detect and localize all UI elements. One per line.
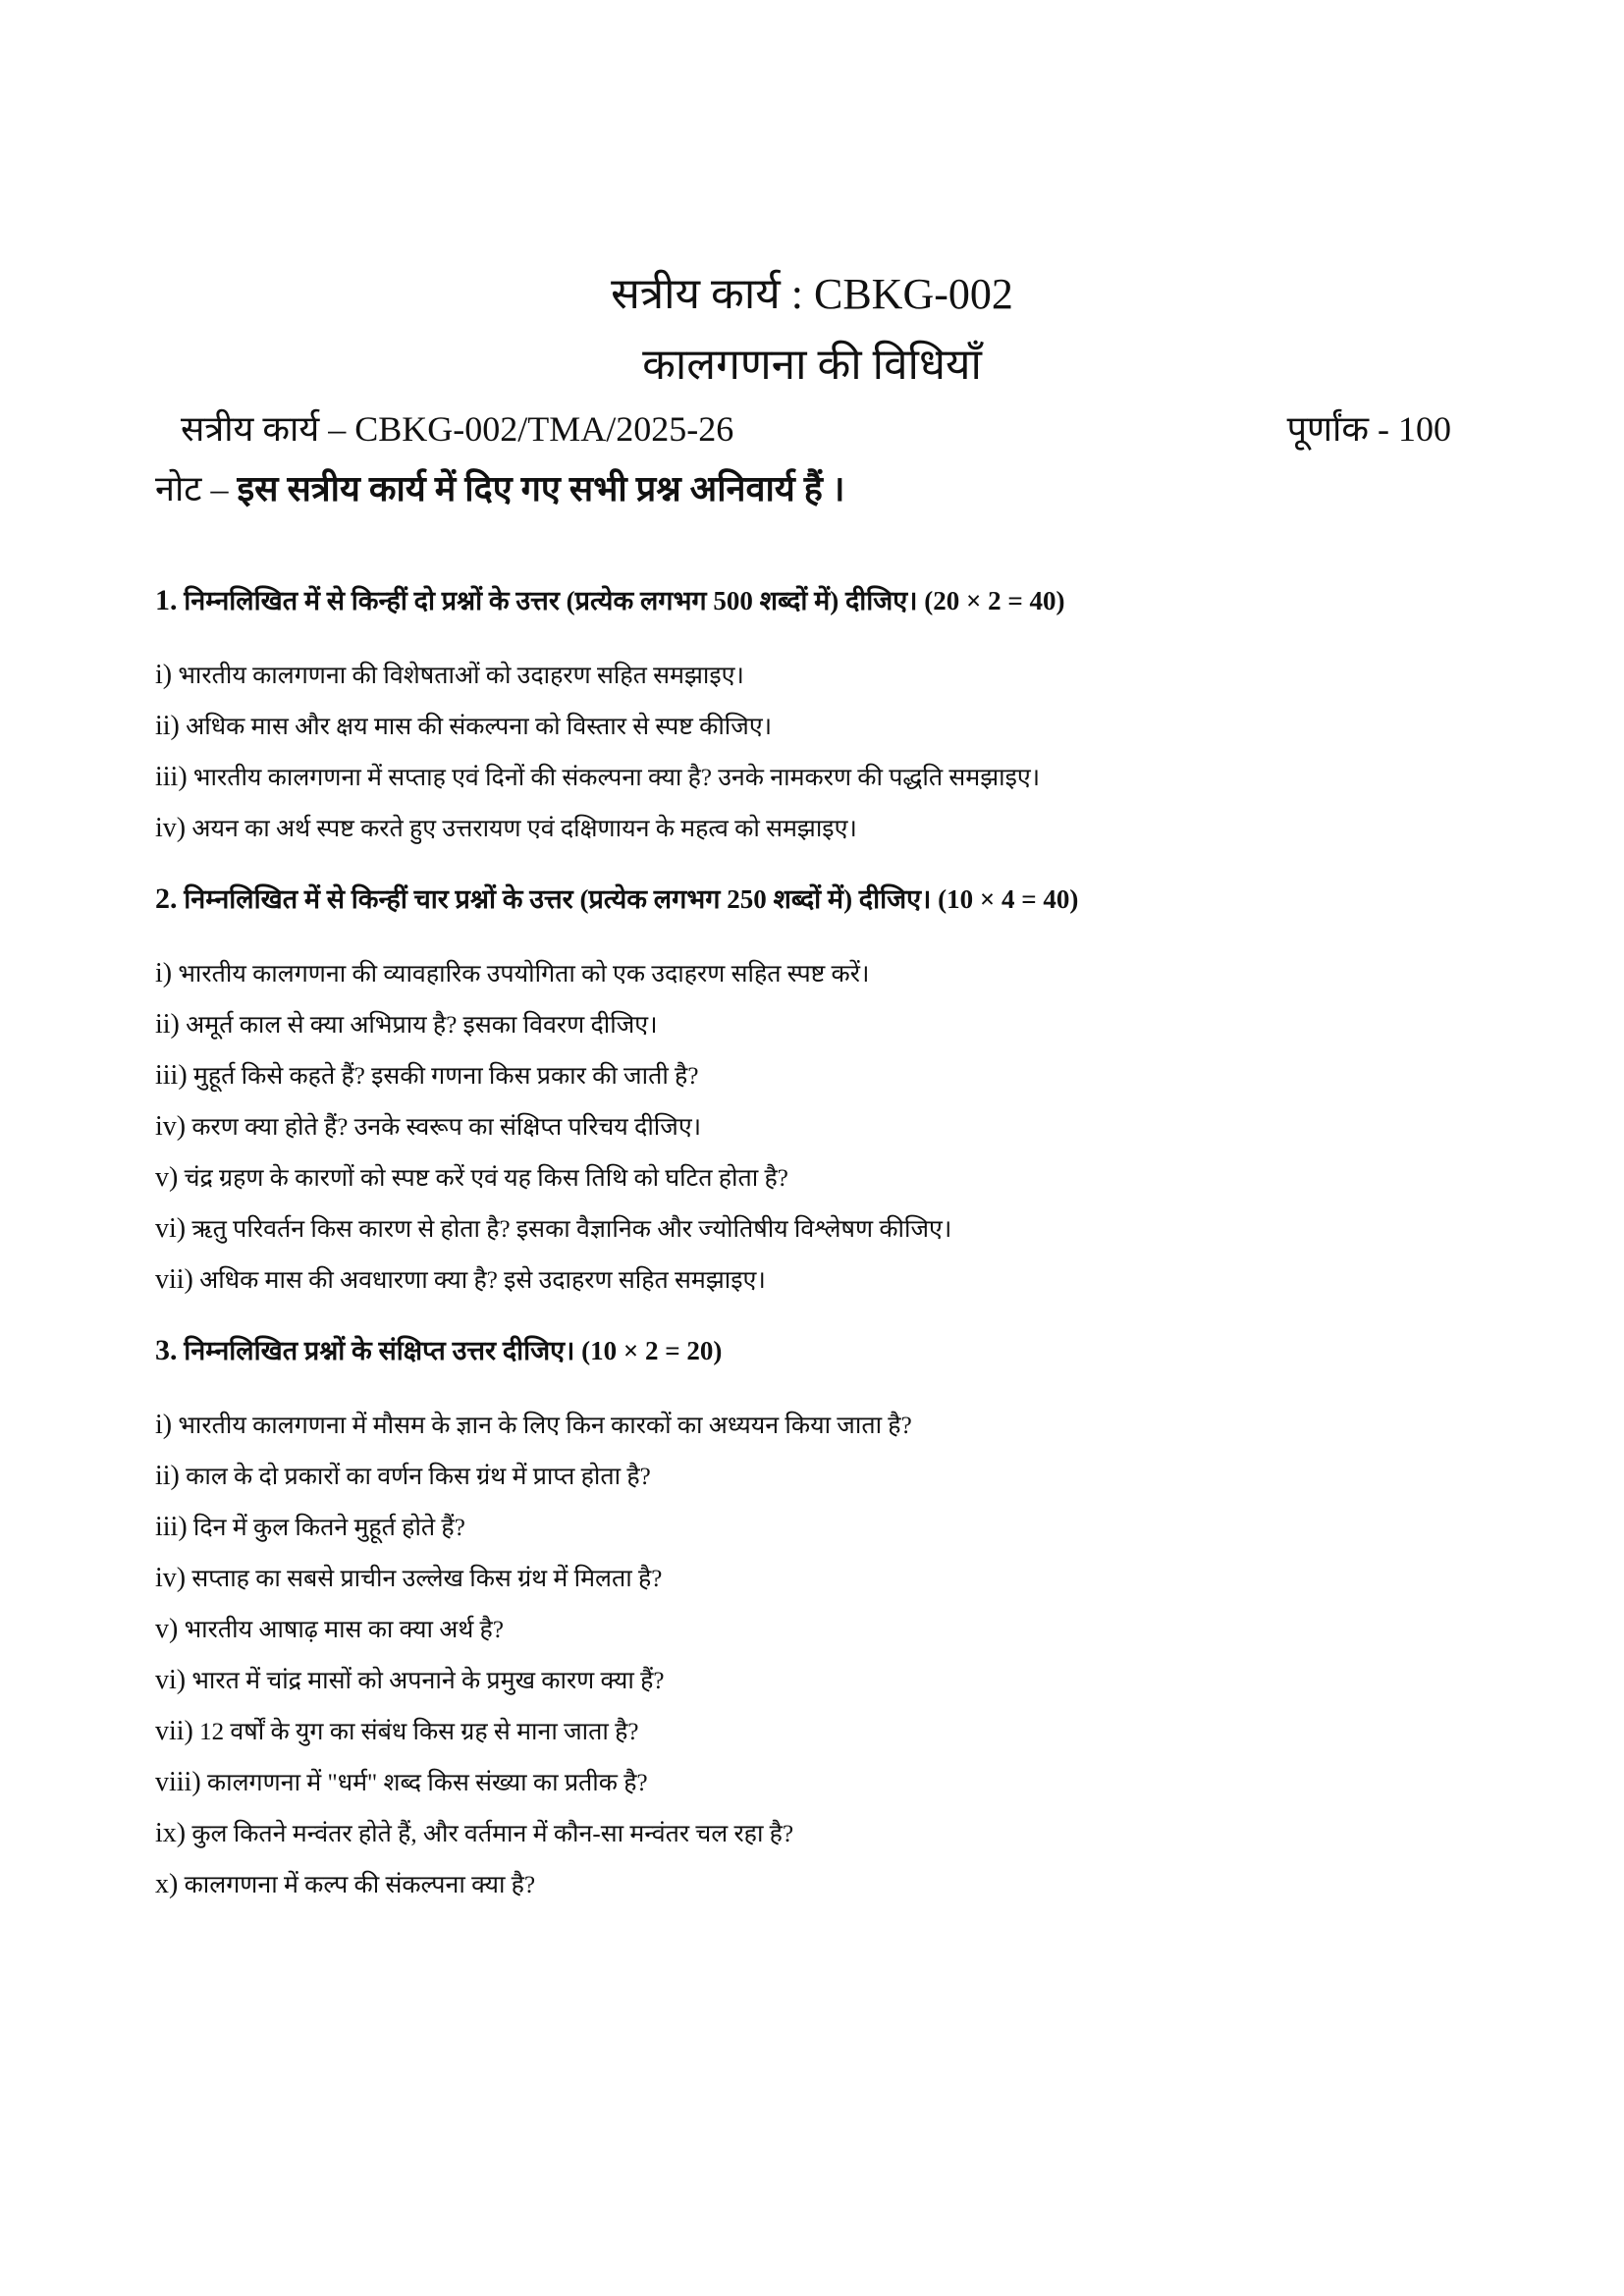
question-item (155, 1107, 701, 1148)
question-text: अमूर्त काल से क्या अभिप्राय है? इसका विवरण दीजिए। (186, 1012, 658, 1039)
question-number: vi) (155, 1213, 187, 1244)
question-item (155, 656, 744, 696)
section-1-heading (155, 579, 1064, 622)
question-number: vii) (155, 1264, 193, 1295)
section-heading-text: निम्नलिखित में से किन्हीं दो प्रश्नों के उत्तर (प्रत्येक लगभग 500 शब्दों में) दीजिए। (20 × 2 = 40) (184, 586, 1065, 615)
question-item (155, 1209, 951, 1250)
question-item (155, 1508, 465, 1548)
note-label: नोट – (155, 469, 238, 508)
question-text: भारतीय कालगणना की विशेषताओं को उदाहरण सहित समझाइए। (178, 663, 744, 689)
question-item (155, 1865, 535, 1905)
section-2-heading (155, 878, 1078, 921)
question-number: ii) (155, 711, 180, 741)
question-number: v) (155, 1162, 179, 1193)
question-item (155, 1406, 912, 1446)
question-number: ii) (155, 1461, 180, 1491)
question-text: भारत में चांद्र मासों को अपनाने के प्रमुख कारण क्या हैं? (191, 1668, 665, 1694)
question-text: सप्ताह का सबसे प्राचीन उल्लेख किस ग्रंथ में मिलता है? (191, 1566, 663, 1592)
question-item (155, 707, 772, 747)
question-number: i) (155, 1410, 173, 1440)
question-number: iii) (155, 1060, 188, 1091)
question-number: iv) (155, 813, 187, 843)
question-text: 12 वर्षों के युग का संबंध किस ग्रह से माना जाता है? (199, 1719, 639, 1745)
assignment-title: सत्रीय कार्य : CBKG-002 (611, 270, 1013, 318)
question-text: करण क्या होते हैं? उनके स्वरूप का संक्षिप्त परिचय दीजिए। (191, 1114, 702, 1141)
question-item (155, 1814, 793, 1854)
question-number: x) (155, 1869, 179, 1899)
question-text: ऋतु परिवर्तन किस कारण से होता है? इसका वैज्ञानिक और ज्योतिषीय विश्लेषण कीजिए। (191, 1216, 952, 1243)
question-text: कालगणना में कल्प की संकल्पना क्या है? (184, 1872, 536, 1898)
question-item (155, 1763, 648, 1803)
question-number: iv) (155, 1563, 187, 1593)
section-3-heading (155, 1329, 722, 1372)
question-item (155, 1712, 638, 1752)
question-text: अधिक मास की अवधारणा क्या है? इसे उदाहरण सहित समझाइए। (199, 1267, 766, 1294)
max-marks: पूर्णांक - 100 (1286, 409, 1451, 449)
note-text: इस सत्रीय कार्य में दिए गए सभी प्रश्न अनिवार्य हैं । (237, 469, 845, 508)
question-text: कालगणना में "धर्म" शब्द किस संख्या का प्रतीक है? (206, 1770, 648, 1796)
question-item (155, 1610, 504, 1650)
question-text: काल के दो प्रकारों का वर्णन किस ग्रंथ में प्राप्त होता है? (186, 1464, 651, 1490)
question-text: अयन का अर्थ स्पष्ट करते हुए उत्तरायण एवं दक्षिणायन के महत्व को समझाइए। (191, 816, 857, 842)
question-text: भारतीय कालगणना में मौसम के ज्ञान के लिए किन कारकों का अध्ययन किया जाता है? (178, 1413, 912, 1439)
section-heading-text: निम्नलिखित प्रश्नों के संक्षिप्त उत्तर दीजिए। (10 × 2 = 20) (184, 1336, 723, 1365)
note (155, 463, 844, 514)
question-text: चंद्र ग्रहण के कारणों को स्पष्ट करें एवं यह किस तिथि को घटित होता है? (184, 1165, 788, 1192)
question-item (155, 1661, 664, 1701)
question-text: दिन में कुल कितने मुहूर्त होते हैं? (192, 1515, 465, 1541)
question-text: कुल कितने मन्वंतर होते हैं, और वर्तमान में कौन-सा मन्वंतर चल रहा है? (191, 1821, 794, 1847)
question-item (155, 954, 869, 994)
question-number: iii) (155, 1512, 188, 1542)
assignment-code: सत्रीय कार्य – CBKG-002/TMA/2025-26 (181, 409, 734, 449)
question-item (155, 758, 1040, 798)
question-number: vii) (155, 1716, 193, 1746)
question-number: ii) (155, 1009, 180, 1040)
question-number: ix) (155, 1818, 187, 1848)
question-item (155, 809, 857, 849)
section-number: 3. (155, 1334, 178, 1366)
question-text: भारतीय कालगणना में सप्ताह एवं दिनों की संकल्पना क्या है? उनके नामकरण की पद्धति समझाइए। (192, 765, 1041, 791)
question-text: भारतीय कालगणना की व्यावहारिक उपयोगिता को एक उदाहरण सहित स्पष्ट करें। (178, 961, 870, 988)
question-number: viii) (155, 1767, 201, 1797)
section-number: 2. (155, 882, 178, 915)
question-item (155, 1457, 651, 1497)
question-number: iii) (155, 762, 188, 792)
section-number: 1. (155, 584, 178, 616)
question-item (155, 1260, 766, 1301)
question-number: v) (155, 1614, 179, 1644)
question-number: i) (155, 958, 173, 988)
question-item (155, 1056, 698, 1096)
assignment-meta (181, 404, 1451, 454)
question-text: भारतीय आषाढ़ मास का क्या अर्थ है? (184, 1617, 504, 1643)
question-number: i) (155, 660, 173, 690)
question-number: vi) (155, 1665, 187, 1695)
question-number: iv) (155, 1111, 187, 1142)
question-text: अधिक मास और क्षय मास की संकल्पना को विस्तार से स्पष्ट कीजिए। (186, 714, 773, 740)
section-heading-text: निम्नलिखित में से किन्हीं चार प्रश्नों के उत्तर (प्रत्येक लगभग 250 शब्दों में) दीजिए। (10 × 4 = 40) (184, 884, 1079, 914)
course-title: कालगणना की विधियाँ (642, 341, 982, 389)
question-item (155, 1158, 788, 1199)
question-item (155, 1559, 662, 1599)
question-text: मुहूर्त किसे कहते हैं? इसकी गणना किस प्रकार की जाती है? (192, 1063, 699, 1090)
question-item (155, 1005, 658, 1045)
